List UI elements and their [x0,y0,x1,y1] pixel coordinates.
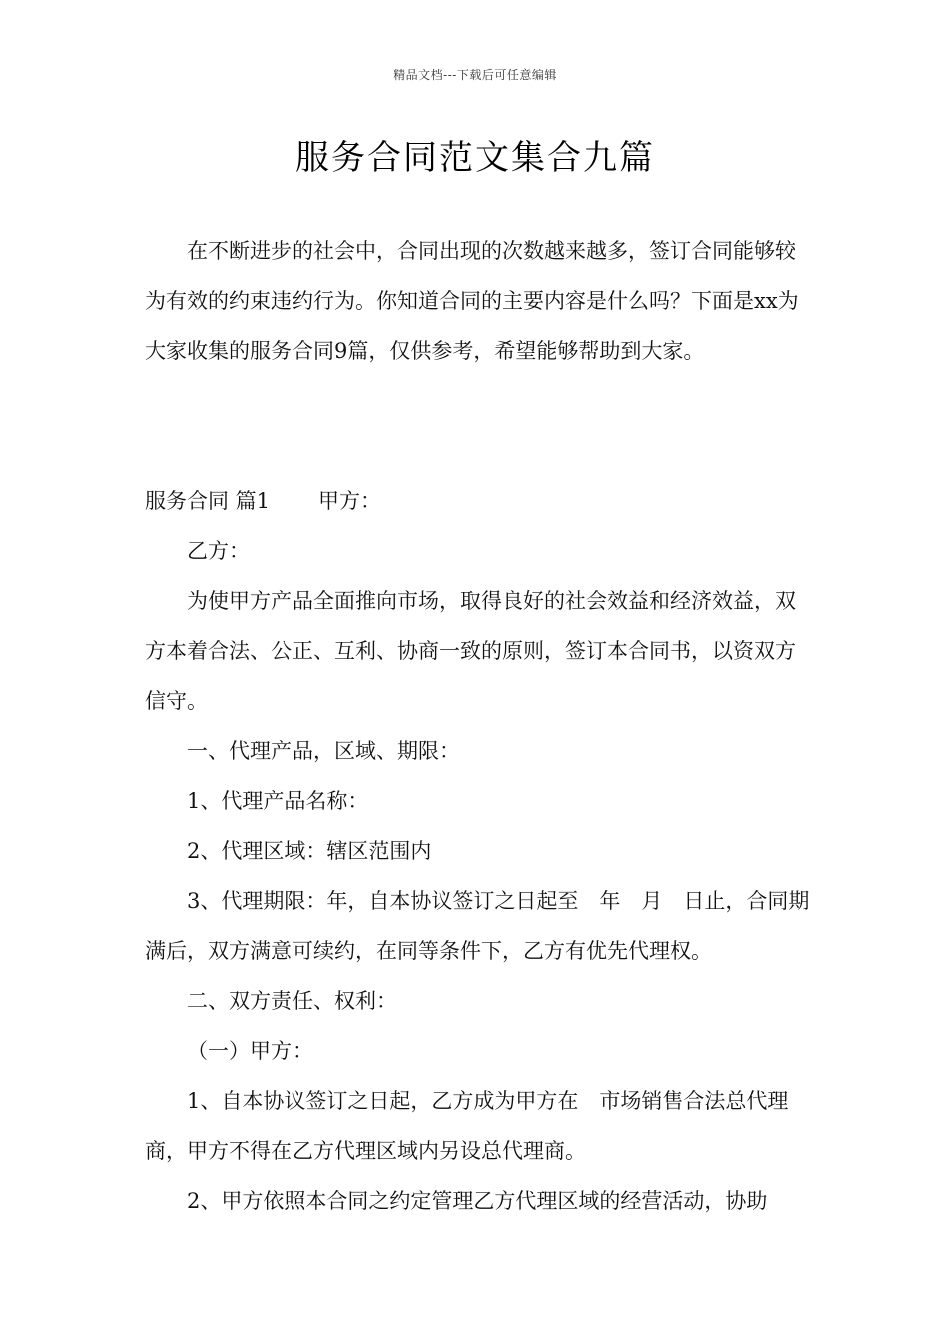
clause-2-title: 二、双方责任、权利： [187,989,397,1013]
clause-2-sub-1-title: （一）甲方： [187,1039,313,1063]
intro-paragraph: 在不断进步的社会中，合同出现的次数越来越多，签订合同能够较为有效的约束违约行为。你知道合同的主要内容是什么吗？下面是xx为大家收集的服务合同9篇，仅供参考，希望能够帮助到大家。 [145,239,799,363]
clause-2-sub-1-item-2: 2、甲方依照本合同之约定管理乙方代理区域的经营活动，协助 [187,1189,768,1213]
clause-1-item-1: 1、代理产品名称： [187,789,369,813]
intro-section [145,226,810,376]
clause-1-title: 一、代理产品，区域、期限： [187,739,460,763]
clause-2-sub-1-item-1: 1、自本协议签订之日起，乙方成为甲方在 市场销售合法总代理商，甲方不得在乙方代理区域内另设总代理商。 [145,1089,789,1163]
party-b-label: 乙方： [187,539,250,563]
clause-1-item-3: 3、代理期限：年，自本协议签订之日起至 年 月 日止，合同期满后，双方满意可续约，在同等条件下，乙方有优先代理权。 [145,889,810,963]
header-note: 精品文档---下载后可任意编辑 [393,68,557,82]
contract-section-1 [145,476,810,1226]
section-heading [145,476,810,526]
section-heading-label: 服务合同 篇1 [145,489,271,513]
party-a-label: 甲方： [318,489,382,513]
clause-1-item-2: 2、代理区域：辖区范围内 [187,839,432,863]
document-title: 服务合同范文集合九篇 [295,138,655,178]
purpose-paragraph: 为使甲方产品全面推向市场，取得良好的社会效益和经济效益，双方本着合法、公正、互利、协商一致的原则，签订本合同书，以资双方信守。 [145,589,796,713]
